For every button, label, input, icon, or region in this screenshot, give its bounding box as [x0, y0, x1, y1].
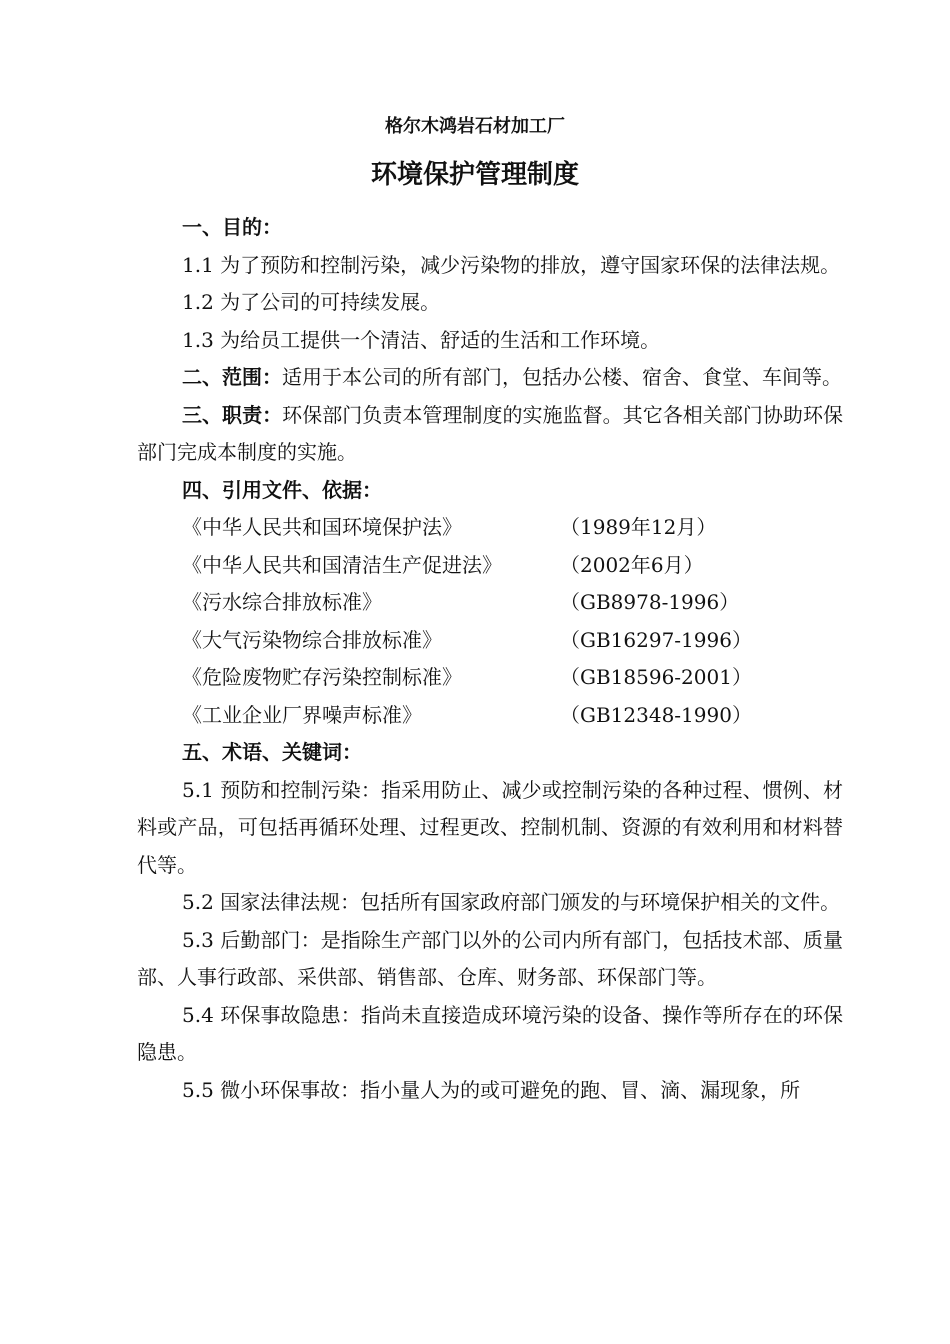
scope-paragraph [137, 359, 843, 397]
reference-row [137, 622, 843, 660]
reference-name: 《中华人民共和国环境保护法》 [182, 515, 462, 539]
document-body [137, 209, 843, 1109]
company-name: 格尔木鸿岩石材加工厂 [385, 116, 565, 137]
term-item: 5.4 环保事故隐患：指尚未直接造成环境污染的设备、操作等所存在的环保隐患。 [137, 1002, 843, 1064]
reference-name: 《大气污染物综合排放标准》 [182, 627, 442, 652]
reference-row [137, 509, 843, 547]
term-item: 5.1 预防和控制污染：指采用防止、减少或控制污染的各种过程、惯例、材料或产品，可包括再循环处理、过程更改、控制机制、资源的有效利用和材料替代等。 [137, 777, 843, 877]
reference-basis: （GB18596-2001） [560, 665, 752, 689]
document-title: 环境保护管理制度 [370, 160, 579, 190]
term-item: 5.2 国家法律法规：包括所有国家政府部门颁发的与环境保护相关的文件。 [182, 890, 841, 914]
duties-text: 环保部门负责本管理制度的实施监督。其它各相关部门协助环保部门完成本制度的实施。 [137, 402, 843, 464]
purpose-item: 1.2 为了公司的可持续发展。 [182, 290, 441, 314]
term-item: 5.5 微小环保事故：指小量人为的或可避免的跑、冒、滴、漏现象，所 [182, 1077, 801, 1102]
term-item: 5.3 后勤部门：是指除生产部门以外的公司内所有部门，包括技术部、质量部、人事行政部、采供部、销售部、仓库、财务部、环保部门等。 [137, 927, 843, 989]
reference-basis: （1989年12月） [560, 515, 717, 539]
references-heading: 四、引用文件、依据： [182, 477, 382, 502]
reference-name: 《危险废物贮存污染控制标准》 [182, 665, 462, 689]
purpose-item: 1.3 为给员工提供一个清洁、舒适的生活和工作环境。 [182, 327, 661, 352]
reference-name: 《中华人民共和国清洁生产促进法》 [182, 552, 502, 577]
scope-text: 适用于本公司的所有部门，包括办公楼、宿舍、食堂、车间等。 [282, 365, 842, 389]
reference-name: 《污水综合排放标准》 [182, 590, 382, 614]
reference-basis: （2002年6月） [560, 552, 704, 577]
purpose-item: 1.1 为了预防和控制污染，减少污染物的排放，遵守国家环保的法律法规。 [182, 252, 841, 277]
reference-row [137, 584, 843, 622]
reference-row [137, 547, 843, 585]
purpose-heading: 一、目的： [182, 215, 282, 239]
scope-heading: 二、范围： [182, 365, 282, 389]
reference-row [137, 697, 843, 735]
duties-heading: 三、职责： [182, 402, 283, 427]
duties-paragraph [137, 397, 843, 472]
reference-basis: （GB8978-1996） [560, 590, 740, 614]
reference-row [137, 659, 843, 697]
terms-heading: 五、术语、关键词： [182, 740, 362, 764]
reference-name: 《工业企业厂界噪声标准》 [182, 702, 422, 727]
reference-basis: （GB16297-1996） [560, 627, 752, 652]
reference-basis: （GB12348-1990） [560, 702, 752, 727]
